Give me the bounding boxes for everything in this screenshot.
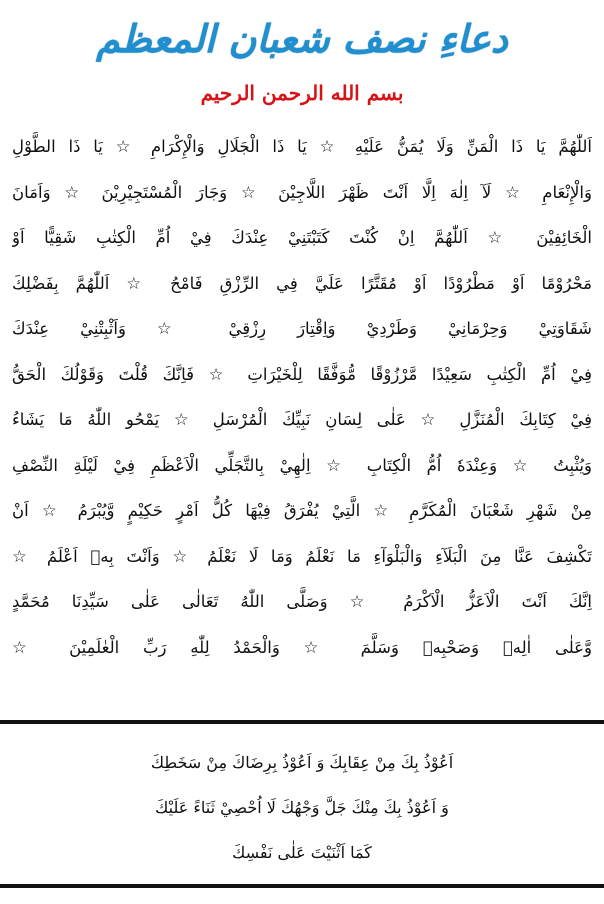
dua-line: مَحْرُوْمًا اَوْ مَطْرُوْدًا اَوْ مُقَتَّرًا عَلَيَّ فِي الرِّزْقِ فَامْحُ ☆ اَللّٰهُمَّ بِفَضْلِكَ <box>12 273 592 293</box>
dua-line: اَللّٰهُمَّ يَا ذَا الْمَنِّ وَلَا يُمَنُّ عَلَيْهِ ☆ يَا ذَا الْجَلَالِ وَالْإِكْرَامِ ☆ يَا ذَا الطَّوْلِ <box>12 137 592 156</box>
dua-line: الْخَائِفِيْنَ ☆ اَللّٰهُمَّ اِنْ كُنْتَ كَتَبْتَنِيْ عِنْدَكَ فِيْ اُمِّ الْكِتٰبِ شَقِيًّا اَوْ <box>12 228 592 247</box>
closing-text-block <box>0 740 604 875</box>
closing-line: كَمَا اَثْنَيْتَ عَلٰى نَفْسِكَ <box>232 843 372 862</box>
divider-bottom <box>0 884 604 888</box>
closing-line: اَعُوْذُ بِكَ مِنْ عِقَابِكَ وَ اَعُوْذُ بِرِضَاكَ مِنْ سَخَطِكَ <box>150 753 454 772</box>
dua-line: مِنْ شَهْرِ شَعْبَانَ الْمُكَرَّمِ ☆ الَّتِيْ يُفْرَقُ فِيْهَا كُلُّ اَمْرٍ حَكِيْمٍ وَّيُبْرَمُ ☆ اَنْ <box>12 501 592 520</box>
dua-text-block <box>12 124 592 670</box>
dua-line: وَالْإِنْعَامِ ☆ لَآ اِلٰهَ اِلَّا اَنْتَ ظَهْرَ اللَّاجِيْنَ ☆ وَجَارَ الْمُسْتَجِيْرِيْنَ ☆ وَاَمَانَ <box>12 182 592 202</box>
dua-line: شَقَاوَتِيْ وَحِرْمَانِيْ وَطَرْدِيْ وَاِقْتِارَ رِزْقِيْ ☆ وَاَثْبِتْنِيْ عِنْدَكَ <box>12 319 592 338</box>
page-title: دعاءِ نصف شعبان المعظم <box>96 17 508 61</box>
dua-line: اِنَّكَ اَنْتَ الْاَعَزُّ الْاَكْرَمُ ☆ وَصَلَّى اللّٰهُ تَعَالٰى عَلٰى سَيِّدِنَا مُحَمَّدٍ <box>12 592 592 611</box>
divider-top <box>0 720 604 724</box>
dua-line: فِيْ اُمِّ الْكِتٰبِ سَعِيْدًا مَّرْزُوْقًا مُّوَفَّقًا لِلْخَيْرَاتِ ☆ فَاِنَّكَ قُلْتَ وَقَوْلُكَ الْحَقُّ <box>12 364 592 384</box>
dua-line: وَيُثْبِتُ ☆ وَعِنْدَهٗ اُمُّ الْكِتَابِ ☆ اِلٰهِيْ بِالتَّجَلِّي الْاَعْظَمِ فِيْ لَيْلَةِ النِّصْفِ <box>12 455 592 475</box>
closing-line: وَ اَعُوْذُ بِكَ مِنْكَ جَلَّ وَجْهُكَ لَا اُحْصِيْ ثَنَاءً عَلَيْكَ <box>155 798 449 817</box>
dua-line: وَّعَلٰى اٰلِهٖ وَصَحْبِهٖ وَسَلَّمَ ☆ وَالْحَمْدُ لِلّٰهِ رَبِّ الْعٰلَمِيْنَ ☆ <box>12 637 592 657</box>
bismillah-heading: بسم الله الرحمن الرحيم <box>200 81 404 105</box>
dua-line: تَكْشِفَ عَنَّا مِنَ الْبَلَآءِ وَالْبَلْوَآءِ مَا نَعْلَمُ وَمَا لَا نَعْلَمُ ☆ وَاَنْتَ بِهٖ اَعْلَمُ ☆ <box>12 546 592 566</box>
dua-line: فِيْ كِتَابِكَ الْمُنَزَّلِ ☆ عَلٰى لِسَانِ نَبِيِّكَ الْمُرْسَلِ ☆ يَمْحُو اللّٰهُ مَا يَشَاءُ <box>12 410 592 429</box>
